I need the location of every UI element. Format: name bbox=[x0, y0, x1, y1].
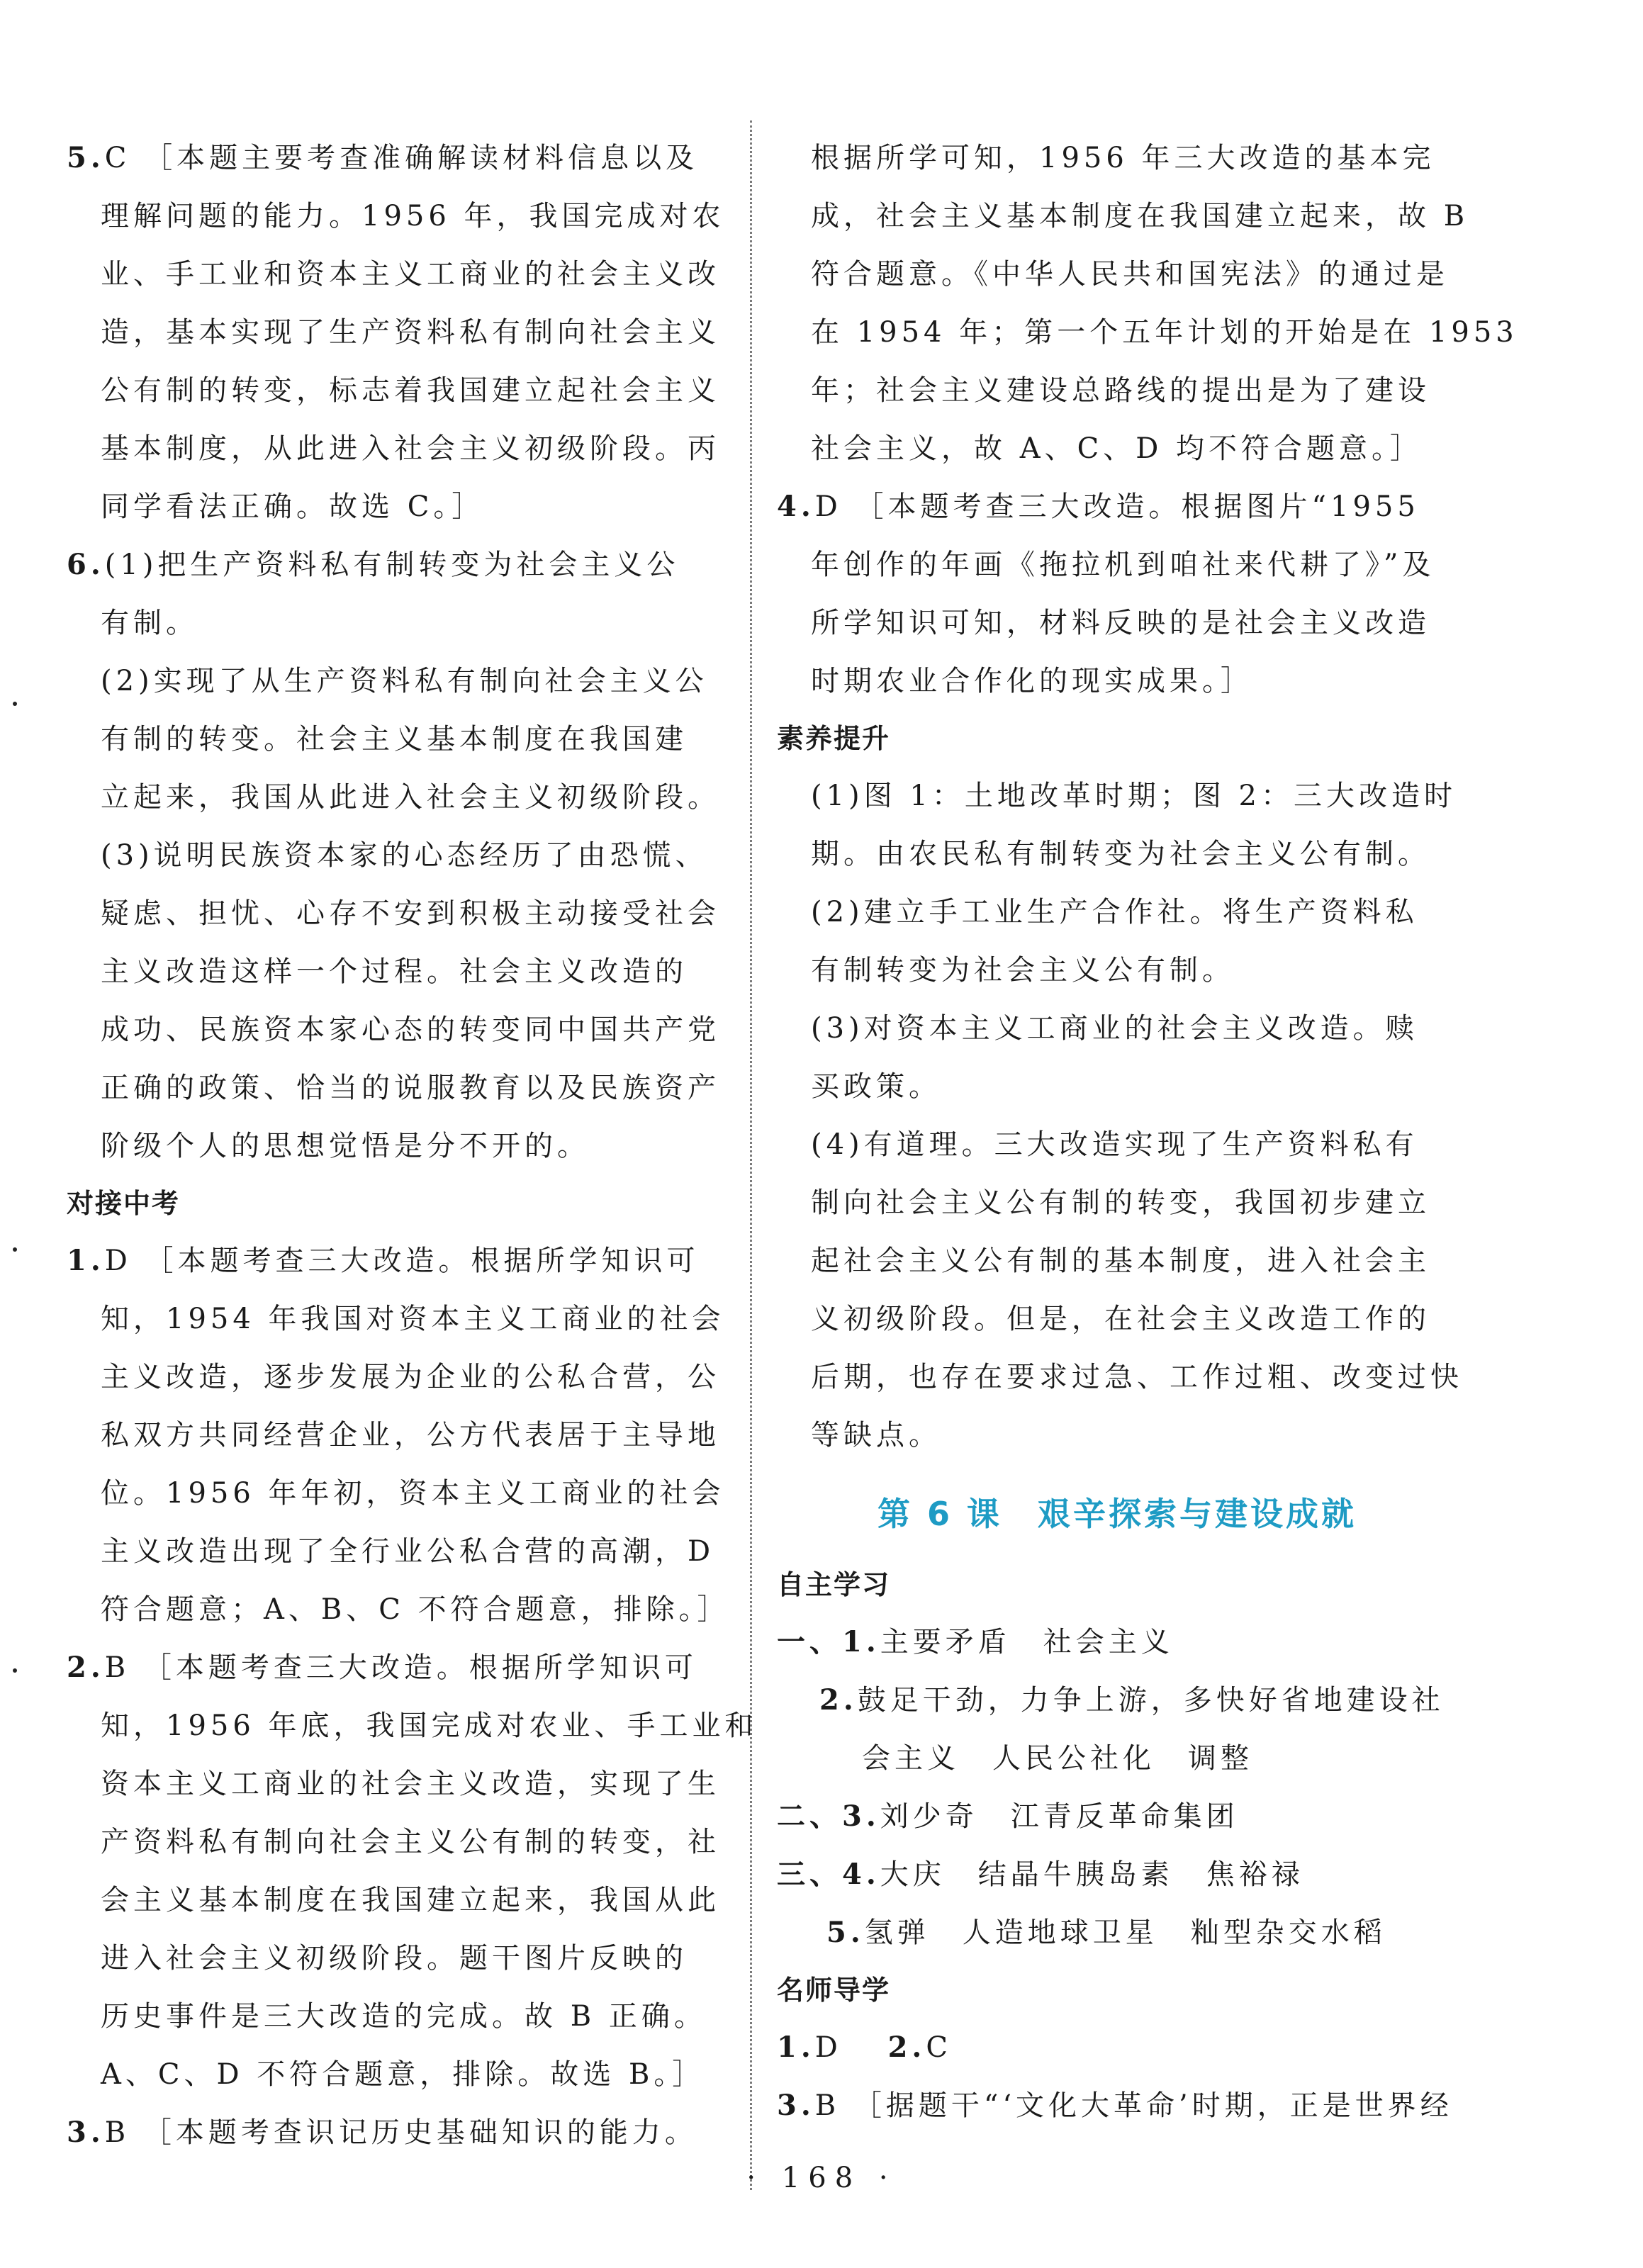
answer-line: 5.C ［本题主要考查准确解读材料信息以及 bbox=[67, 141, 699, 174]
answer-line: 知，1954 年我国对资本主义工商业的社会 bbox=[101, 1303, 725, 1335]
section-heading: 名师导学 bbox=[777, 1975, 891, 2006]
answer-line: 理解问题的能力。1956 年，我国完成对农 bbox=[101, 200, 725, 232]
answer-line: (3)对资本主义工商业的社会主义改造。赎 bbox=[811, 1012, 1418, 1045]
answer-line: 后期，也存在要求过急、工作过粗、改变过快 bbox=[811, 1361, 1463, 1393]
answer-line: 会主义基本制度在我国建立起来，我国从此 bbox=[101, 1884, 720, 1916]
answer-line: 成功、民族资本家心态的转变同中国共产党 bbox=[101, 1014, 720, 1046]
page-number: · 168 · bbox=[746, 2162, 897, 2194]
answer-line: 等缺点。 bbox=[811, 1419, 941, 1452]
answer-line: 期。由农民私有制转变为社会主义公有制。 bbox=[811, 838, 1430, 870]
right-column bbox=[777, 129, 1518, 2135]
margin-dot bbox=[13, 1247, 17, 1252]
section-heading: 对接中考 bbox=[67, 1188, 181, 1219]
answer-line: 有制的转变。社会主义基本制度在我国建 bbox=[101, 723, 688, 756]
answer-line: 5.氢弹 人造地球卫星 籼型杂交水稻 bbox=[826, 1916, 1386, 1949]
answer-line: 同学看法正确。故选 C。］ bbox=[101, 490, 485, 523]
lesson-name: 艰辛探索与建设成就 bbox=[1038, 1495, 1357, 1533]
answer-line: 3.B ［据题干“‘文化大革命’时期，正是世界经 bbox=[777, 2089, 1453, 2122]
answer-line: 6.(1)把生产资料私有制转变为社会主义公 bbox=[67, 548, 680, 581]
answer-line: (2)建立手工业生产合作社。将生产资料私 bbox=[811, 896, 1418, 928]
margin-dot bbox=[13, 1668, 17, 1673]
answer-line: 时期农业合作化的现实成果。］ bbox=[811, 665, 1253, 697]
answer-line: 1.D 2.C bbox=[777, 2031, 952, 2064]
answer-line: (2)实现了从生产资料私有制向社会主义公 bbox=[101, 665, 708, 697]
answer-line: 根据所学可知，1956 年三大改造的基本完 bbox=[811, 142, 1435, 174]
answer-line: 主义改造，逐步发展为企业的公私合营，公 bbox=[101, 1361, 720, 1393]
answer-line: 2.B ［本题考查三大改造。根据所学知识可 bbox=[67, 1651, 697, 1684]
answer-line: 产资料私有制向社会主义公有制的转变，社 bbox=[101, 1826, 720, 1858]
answer-line: 在 1954 年；第一个五年计划的开始是在 1953 bbox=[811, 316, 1518, 349]
answer-line: 起社会主义公有制的基本制度，进入社会主 bbox=[811, 1245, 1430, 1277]
answer-line: 主义改造出现了全行业公私合营的高潮，D bbox=[101, 1535, 715, 1568]
answer-line: 三、4.大庆 结晶牛胰岛素 焦裕禄 bbox=[777, 1858, 1304, 1891]
answer-line: 位。1956 年年初，资本主义工商业的社会 bbox=[101, 1477, 725, 1510]
answer-line: 义初级阶段。但是，在社会主义改造工作的 bbox=[811, 1303, 1430, 1335]
answer-line: 资本主义工商业的社会主义改造，实现了生 bbox=[101, 1768, 720, 1800]
section-heading: 素养提升 bbox=[777, 723, 891, 754]
answer-line: (4)有道理。三大改造实现了生产资料私有 bbox=[811, 1128, 1418, 1161]
answer-line: 公有制的转变，标志着我国建立起社会主义 bbox=[101, 374, 720, 407]
answer-line: 年创作的年画《拖拉机到咱社来代耕了》”及 bbox=[811, 549, 1435, 581]
answer-line: 正确的政策、恰当的说服教育以及民族资产 bbox=[101, 1072, 720, 1104]
answer-line: 2.鼓足干劲，力争上游，多快好省地建设社 bbox=[819, 1683, 1445, 1717]
answer-line: 基本制度，从此进入社会主义初级阶段。丙 bbox=[101, 432, 720, 465]
lesson-title bbox=[777, 1464, 1457, 1556]
answer-line: (3)说明民族资本家的心态经历了由恐慌、 bbox=[101, 839, 708, 872]
answer-line: 成，社会主义基本制度在我国建立起来，故 B bbox=[811, 200, 1469, 232]
answer-line: 私双方共同经营企业，公方代表居于主导地 bbox=[101, 1419, 720, 1452]
answer-line: 进入社会主义初级阶段。题干图片反映的 bbox=[101, 1942, 688, 1975]
answer-line: 4.D ［本题考查三大改造。根据图片“1955 bbox=[777, 490, 1420, 523]
answer-line: 制向社会主义公有制的转变，我国初步建立 bbox=[811, 1186, 1430, 1219]
answer-line: 买政策。 bbox=[811, 1070, 941, 1103]
answer-line: 有制转变为社会主义公有制。 bbox=[811, 954, 1235, 987]
answer-line: 有制。 bbox=[101, 607, 198, 639]
answer-line: 符合题意；A、B、C 不符合题意，排除。］ bbox=[101, 1593, 730, 1626]
answer-line: 年；社会主义建设总路线的提出是为了建设 bbox=[811, 374, 1430, 407]
section-heading: 自主学习 bbox=[777, 1569, 891, 1600]
answer-line: A、C、D 不符合题意，排除。故选 B。］ bbox=[101, 2058, 705, 2091]
answer-line: 3.B ［本题考查识记历史基础知识的能力。 bbox=[67, 2116, 697, 2149]
answer-line: 立起来，我国从此进入社会主义初级阶段。 bbox=[101, 781, 720, 814]
answer-line: 造，基本实现了生产资料私有制向社会主义 bbox=[101, 316, 720, 349]
answer-line: 社会主义，故 A、C、D 均不符合题意。］ bbox=[811, 432, 1423, 465]
answer-line: 业、手工业和资本主义工商业的社会主义改 bbox=[101, 258, 720, 291]
lesson-number: 第 6 课 bbox=[877, 1495, 1003, 1533]
column-divider bbox=[750, 120, 752, 2190]
margin-dot bbox=[13, 702, 17, 706]
answer-line: 知，1956 年底，我国完成对农业、手工业和 bbox=[101, 1710, 758, 1742]
answer-line: 符合题意。《中华人民共和国宪法》的通过是 bbox=[811, 258, 1449, 291]
answer-line: 阶级个人的思想觉悟是分不开的。 bbox=[101, 1130, 590, 1162]
answer-line: 疑虑、担忧、心存不安到积极主动接受社会 bbox=[101, 897, 720, 930]
answer-line: 1.D ［本题考查三大改造。根据所学知识可 bbox=[67, 1244, 700, 1277]
answer-line: 一、1.主要矛盾 社会主义 bbox=[777, 1625, 1174, 1658]
answer-line: (1)图 1：土地改革时期；图 2：三大改造时 bbox=[811, 780, 1457, 812]
answer-line: 历史事件是三大改造的完成。故 B 正确。 bbox=[101, 2000, 707, 2033]
answer-line: 二、3.刘少奇 江青反革命集团 bbox=[777, 1800, 1239, 1833]
answer-line: 主义改造这样一个过程。社会主义改造的 bbox=[101, 955, 688, 988]
answer-line: 所学知识可知，材料反映的是社会主义改造 bbox=[811, 607, 1430, 639]
answer-line: 会主义 人民公社化 调整 bbox=[862, 1742, 1253, 1775]
left-column bbox=[67, 129, 758, 2162]
